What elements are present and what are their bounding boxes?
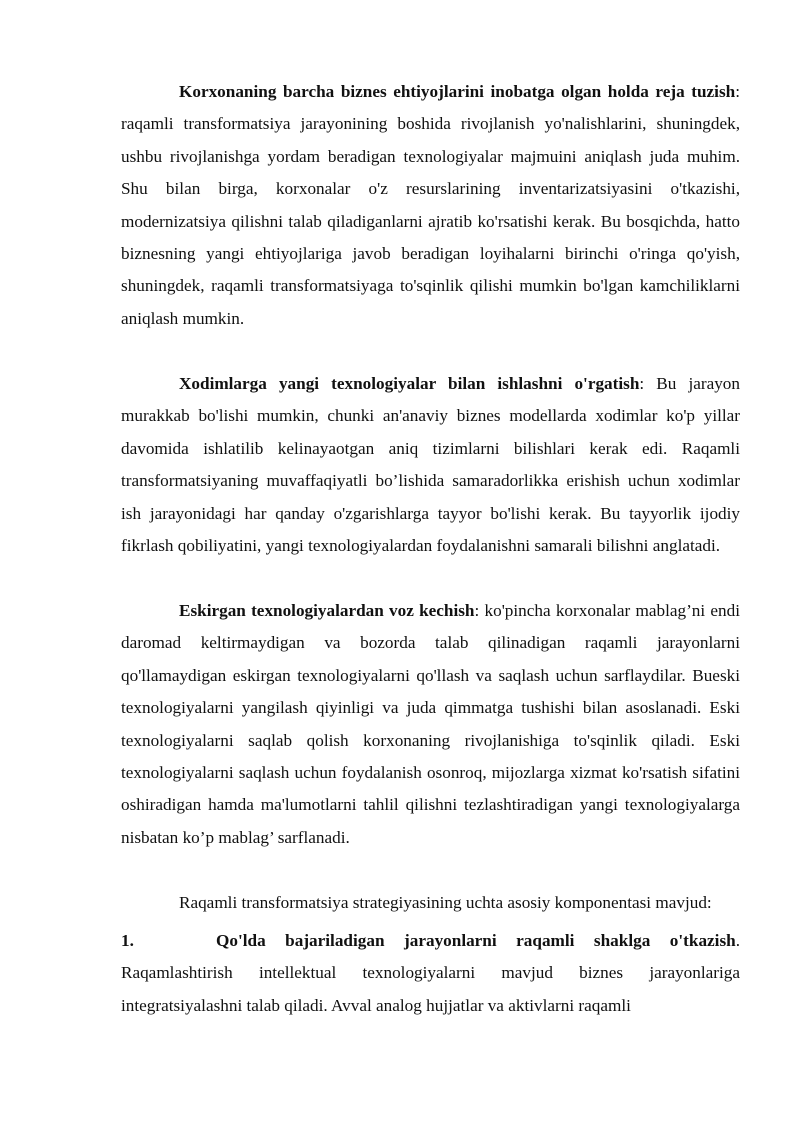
paragraph-heading: Eskirgan texnologiyalardan voz kechish xyxy=(179,601,475,620)
list-number: 1. xyxy=(121,931,134,950)
paragraph-staff-training xyxy=(121,368,740,562)
list-item-body: . Raqamlashtirish intellektual texnologiyalarni mavjud biznes jarayonlariga integratsiyalashni talab qiladi. Avval analog hujjatlar va aktivlarni raqamli xyxy=(121,931,740,1015)
paragraph-body: : Bu jarayon murakkab bo'lishi mumkin, chunki an'anaviy biznes modellarda xodimlar ko'p yillar davomida ishlatilib kelinayaotgan aniq tizimlarni bilishlari kerak edi. Raqamli transformatsiyaning muvaffaqiyatli bo’lishida samaradorlikka erishish uchun xodimlar ish jarayonidagi har qanday o'zgarishlarga tayyor bo'lishi kerak. Bu tayyorlik ijodiy fikrlash qobiliyatini, yangi texnologiyalardan foydalanishni samarali bilishni anglatadi. xyxy=(121,374,740,556)
list-item-digitization xyxy=(121,925,740,1022)
paragraph-body: Raqamli transformatsiya strategiyasining uchta asosiy komponentasi mavjud: xyxy=(179,893,712,912)
paragraph-business-needs xyxy=(121,76,740,335)
list-item-heading: Qo'lda bajariladigan jarayonlarni raqamli shaklga o'tkazish xyxy=(216,931,736,950)
paragraph-outdated-tech xyxy=(121,595,740,854)
paragraph-heading: Xodimlarga yangi texnologiyalar bilan ishlashni o'rgatish xyxy=(179,374,640,393)
paragraph-body: : raqamli transformatsiya jarayonining boshida rivojlanish yo'nalishlarini, shuningdek, ushbu rivojlanishga yordam beradigan texnologiyalar majmuini aniqlash juda muhim. Shu bilan birga, korxonalar o'z resurslarining inventarizatsiyasini o'tkazishi, modernizatsiya qilishni talab qiladiganlarni ajratib ko'rsatishi kerak. Bu bosqichda, hatto biznesning yangi ehtiyojlariga javob beradigan loyihalarni birinchi o'ringa qo'yish, shuningdek, raqamli transformatsiyaga to'sqinlik qilishi mumkin bo'lgan kamchiliklarni aniqlash mumkin. xyxy=(121,82,740,328)
paragraph-heading: Korxonaning barcha biznes ehtiyojlarini inobatga olgan holda reja tuzish xyxy=(179,82,736,101)
paragraph-components-intro xyxy=(179,893,740,913)
paragraph-body: : ko'pincha korxonalar mablag’ni endi daromad keltirmaydigan va bozorda talab qilinadigan raqamli jarayonlarni qo'llamaydigan eskirgan texnologiyalarni qo'llash va saqlash uchun sarflaydilar. Bueski texnologiyalarni yangilash qiyinligi va juda qimmatga tushishi bilan asoslanadi. Eski texnologiyalarni saqlab qolish korxonaning rivojlanishiga to'sqinlik qiladi. Eski texnologiyalarni saqlash uchun foydalanish osonroq, mijozlarga xizmat ko'rsatish sifatini oshiradigan hamda ma'lumotlarni tahlil qilishni tezlashtiradigan yangi texnologiyalarga nisbatan ko’p mablag’ sarflanadi. xyxy=(121,601,740,847)
